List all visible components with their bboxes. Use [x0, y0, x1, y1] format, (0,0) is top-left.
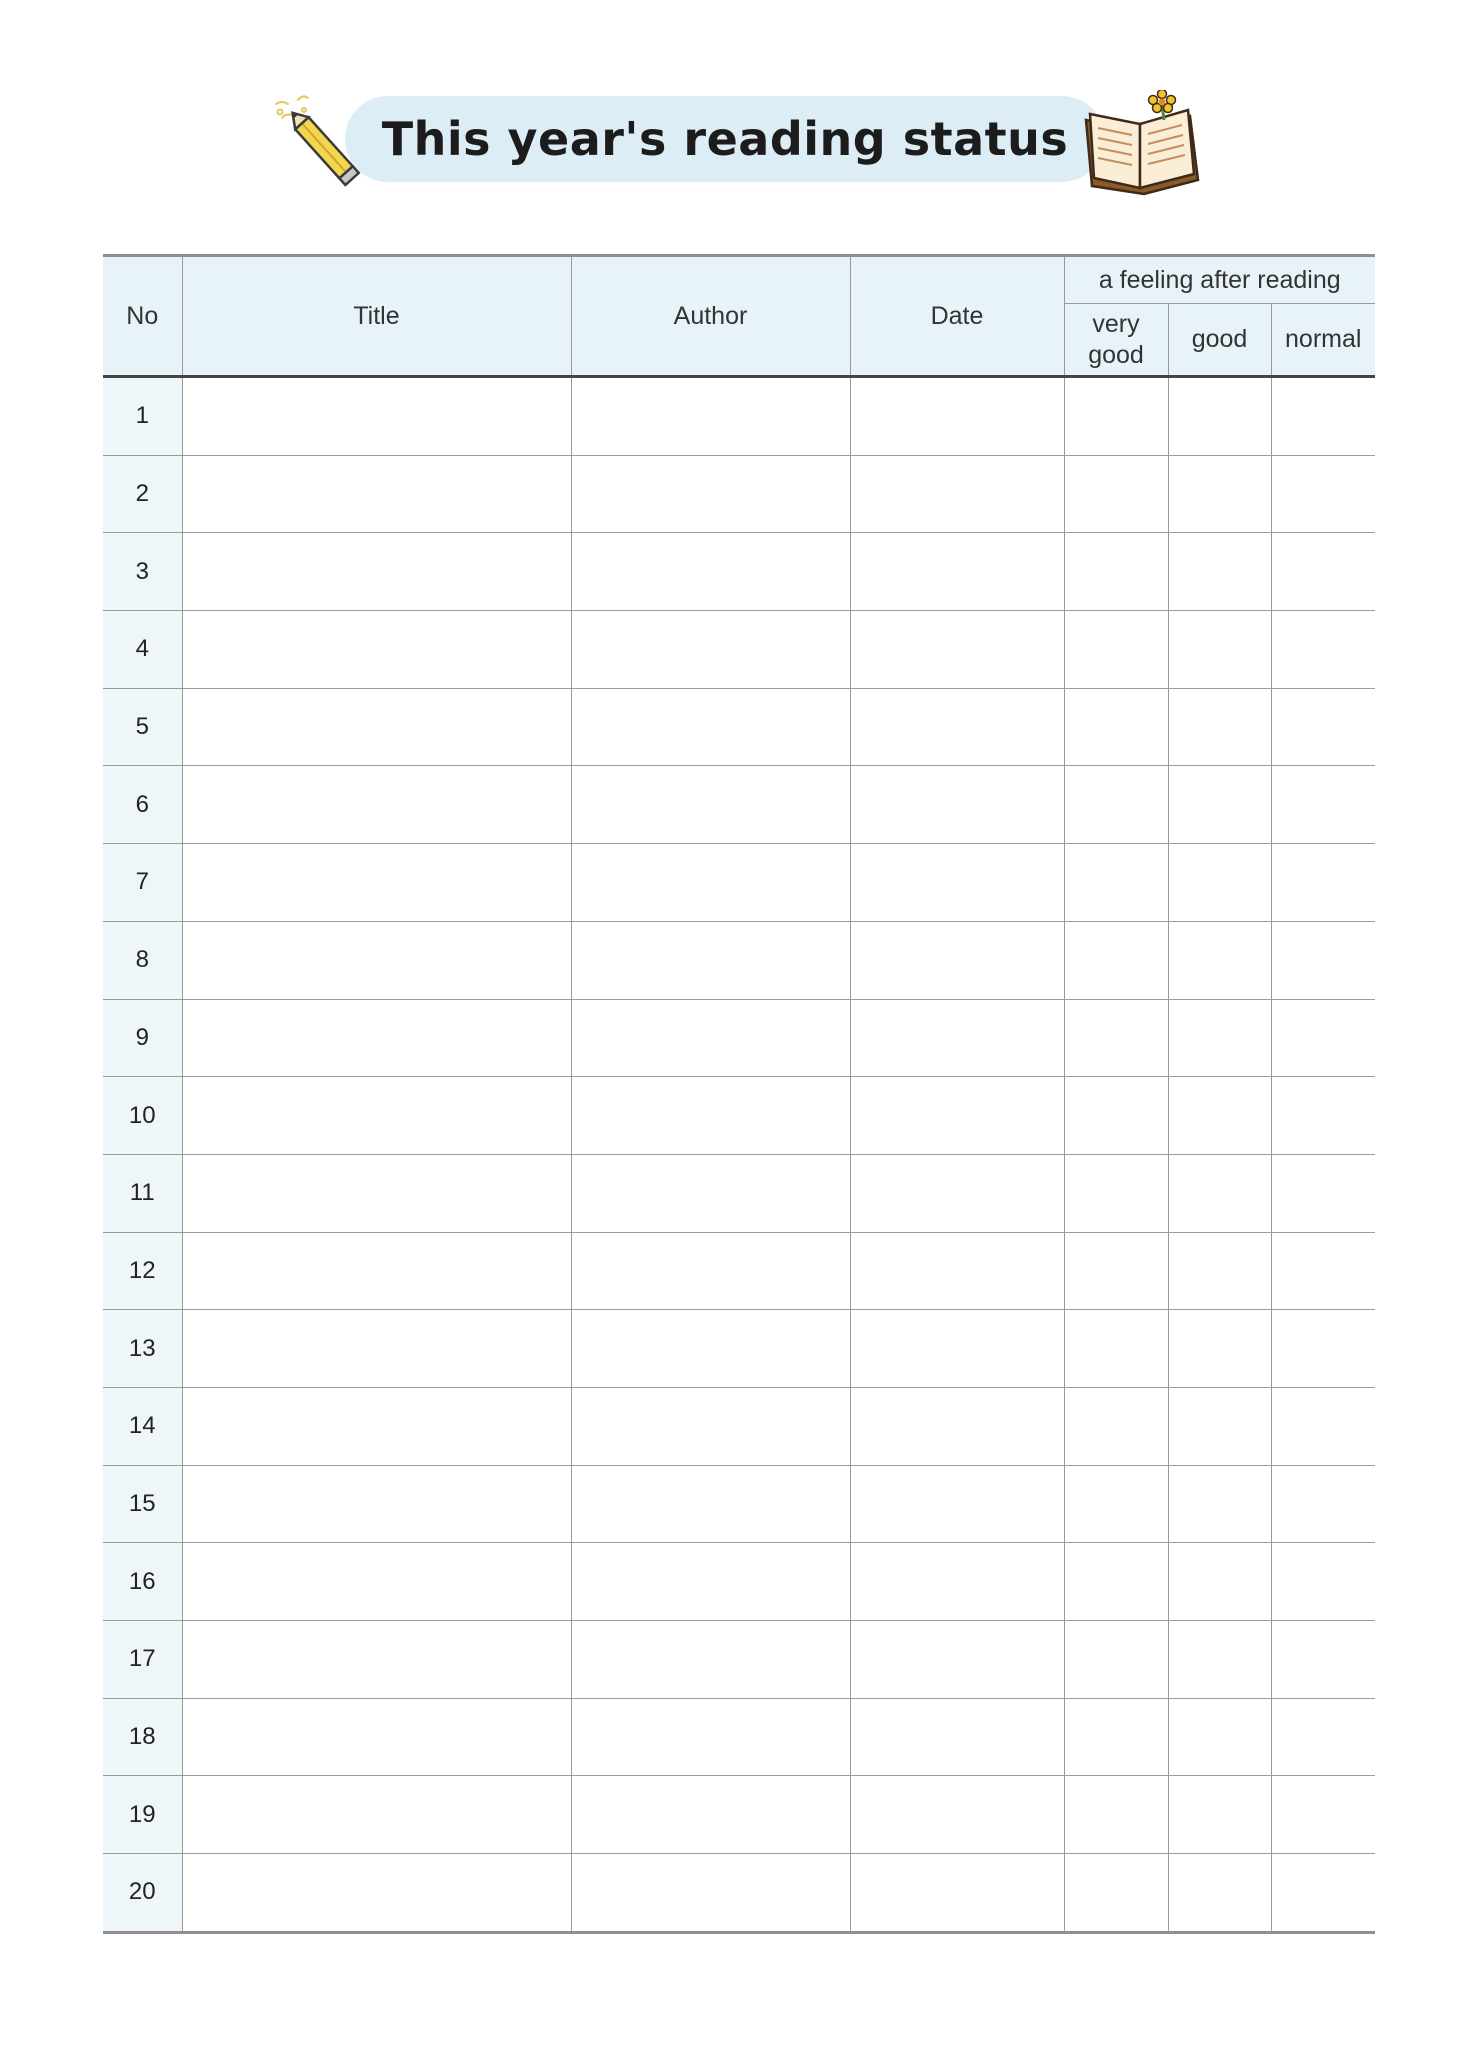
- row-number: 20: [103, 1854, 182, 1933]
- normal-cell[interactable]: [1271, 1154, 1375, 1232]
- table-row: [103, 377, 1375, 456]
- table-row: [103, 688, 1375, 766]
- author-cell[interactable]: [571, 1854, 850, 1933]
- date-cell[interactable]: [850, 377, 1064, 456]
- date-cell[interactable]: [850, 999, 1064, 1077]
- normal-cell[interactable]: [1271, 688, 1375, 766]
- good-cell[interactable]: [1168, 377, 1271, 456]
- normal-cell[interactable]: [1271, 533, 1375, 611]
- author-cell[interactable]: [571, 844, 850, 922]
- row-number: 19: [103, 1776, 182, 1854]
- title-cell[interactable]: [182, 1077, 571, 1155]
- normal-cell[interactable]: [1271, 1465, 1375, 1543]
- column-header-very-good: [1064, 304, 1168, 377]
- column-group-feeling: a feeling after reading: [1064, 256, 1375, 304]
- very-good-cell[interactable]: [1064, 1854, 1168, 1933]
- row-number: 3: [103, 533, 182, 611]
- very-good-cell[interactable]: [1064, 533, 1168, 611]
- date-cell[interactable]: [850, 1154, 1064, 1232]
- date-cell[interactable]: [850, 1854, 1064, 1933]
- row-number: 2: [103, 455, 182, 533]
- very-good-cell[interactable]: [1064, 999, 1168, 1077]
- normal-cell[interactable]: [1271, 1854, 1375, 1933]
- author-cell[interactable]: [571, 688, 850, 766]
- title-cell[interactable]: [182, 1698, 571, 1776]
- table-row: [103, 1465, 1375, 1543]
- title-cell[interactable]: [182, 766, 571, 844]
- very-good-cell[interactable]: [1064, 1077, 1168, 1155]
- page-title: This year's reading status: [381, 112, 1069, 166]
- good-cell[interactable]: [1168, 1776, 1271, 1854]
- row-number: 15: [103, 1465, 182, 1543]
- date-cell[interactable]: [850, 1387, 1064, 1465]
- very-good-cell[interactable]: [1064, 844, 1168, 922]
- good-cell[interactable]: [1168, 1077, 1271, 1155]
- title-cell[interactable]: [182, 1543, 571, 1621]
- title-cell[interactable]: [182, 1154, 571, 1232]
- author-cell[interactable]: [571, 999, 850, 1077]
- row-number: 14: [103, 1387, 182, 1465]
- table-row: [103, 921, 1375, 999]
- normal-cell[interactable]: [1271, 1232, 1375, 1310]
- good-cell[interactable]: [1168, 999, 1271, 1077]
- row-number: 10: [103, 1077, 182, 1155]
- row-number: 8: [103, 921, 182, 999]
- author-cell[interactable]: [571, 1310, 850, 1388]
- reading-log-table: [103, 254, 1375, 1934]
- table-row: [103, 1232, 1375, 1310]
- very-good-cell[interactable]: [1064, 688, 1168, 766]
- good-cell[interactable]: [1168, 1465, 1271, 1543]
- table-row: [103, 611, 1375, 689]
- row-number: 9: [103, 999, 182, 1077]
- open-book-with-flower-icon: [1078, 90, 1208, 202]
- very-good-cell[interactable]: [1064, 1543, 1168, 1621]
- very-good-line1: very: [1092, 309, 1140, 338]
- table-row: [103, 1310, 1375, 1388]
- table-row: [103, 1543, 1375, 1621]
- very-good-cell[interactable]: [1064, 766, 1168, 844]
- author-cell[interactable]: [571, 1154, 850, 1232]
- normal-cell[interactable]: [1271, 1621, 1375, 1699]
- good-cell[interactable]: [1168, 844, 1271, 922]
- row-number: 11: [103, 1154, 182, 1232]
- date-cell[interactable]: [850, 611, 1064, 689]
- author-cell[interactable]: [571, 1776, 850, 1854]
- date-cell[interactable]: [850, 1543, 1064, 1621]
- normal-cell[interactable]: [1271, 844, 1375, 922]
- good-cell[interactable]: [1168, 1154, 1271, 1232]
- very-good-cell[interactable]: [1064, 1621, 1168, 1699]
- row-number: 1: [103, 377, 182, 456]
- date-cell[interactable]: [850, 1465, 1064, 1543]
- normal-cell[interactable]: [1271, 921, 1375, 999]
- normal-cell[interactable]: [1271, 999, 1375, 1077]
- table-row: [103, 455, 1375, 533]
- table-row: [103, 1621, 1375, 1699]
- normal-cell[interactable]: [1271, 1387, 1375, 1465]
- good-cell[interactable]: [1168, 766, 1271, 844]
- very-good-cell[interactable]: [1064, 1232, 1168, 1310]
- date-cell[interactable]: [850, 1232, 1064, 1310]
- very-good-cell[interactable]: [1064, 921, 1168, 999]
- title-cell[interactable]: [182, 1776, 571, 1854]
- date-cell[interactable]: [850, 1077, 1064, 1155]
- author-cell[interactable]: [571, 533, 850, 611]
- author-cell[interactable]: [571, 1077, 850, 1155]
- row-number: 7: [103, 844, 182, 922]
- row-number: 12: [103, 1232, 182, 1310]
- good-cell[interactable]: [1168, 1310, 1271, 1388]
- column-header-normal: normal: [1271, 304, 1375, 377]
- date-cell[interactable]: [850, 533, 1064, 611]
- very-good-cell[interactable]: [1064, 1310, 1168, 1388]
- row-number: 4: [103, 611, 182, 689]
- row-number: 6: [103, 766, 182, 844]
- title-cell[interactable]: [182, 1465, 571, 1543]
- very-good-cell[interactable]: [1064, 1698, 1168, 1776]
- date-cell[interactable]: [850, 455, 1064, 533]
- good-cell[interactable]: [1168, 1854, 1271, 1933]
- title-cell[interactable]: [182, 1621, 571, 1699]
- author-cell[interactable]: [571, 921, 850, 999]
- author-cell[interactable]: [571, 611, 850, 689]
- date-cell[interactable]: [850, 688, 1064, 766]
- normal-cell[interactable]: [1271, 611, 1375, 689]
- author-cell[interactable]: [571, 1387, 850, 1465]
- column-header-title: Title: [182, 256, 571, 377]
- date-cell[interactable]: [850, 1776, 1064, 1854]
- good-cell[interactable]: [1168, 1232, 1271, 1310]
- title-cell[interactable]: [182, 688, 571, 766]
- table-row: [103, 533, 1375, 611]
- normal-cell[interactable]: [1271, 377, 1375, 456]
- date-cell[interactable]: [850, 1310, 1064, 1388]
- title-cell[interactable]: [182, 1854, 571, 1933]
- very-good-cell[interactable]: [1064, 1465, 1168, 1543]
- row-number: 16: [103, 1543, 182, 1621]
- title-cell[interactable]: [182, 611, 571, 689]
- row-number: 13: [103, 1310, 182, 1388]
- good-cell[interactable]: [1168, 1698, 1271, 1776]
- column-header-no: No: [103, 256, 182, 377]
- date-cell[interactable]: [850, 921, 1064, 999]
- normal-cell[interactable]: [1271, 1543, 1375, 1621]
- title-cell[interactable]: [182, 455, 571, 533]
- normal-cell[interactable]: [1271, 1698, 1375, 1776]
- row-number: 18: [103, 1698, 182, 1776]
- very-good-cell[interactable]: [1064, 1154, 1168, 1232]
- column-header-date: Date: [850, 256, 1064, 377]
- date-cell[interactable]: [850, 1621, 1064, 1699]
- good-cell[interactable]: [1168, 611, 1271, 689]
- good-cell[interactable]: [1168, 1387, 1271, 1465]
- author-cell[interactable]: [571, 455, 850, 533]
- date-cell[interactable]: [850, 1698, 1064, 1776]
- table-row: [103, 1698, 1375, 1776]
- title-cell[interactable]: [182, 1232, 571, 1310]
- table-row: [103, 1854, 1375, 1933]
- title-cell[interactable]: [182, 1387, 571, 1465]
- author-cell[interactable]: [571, 1232, 850, 1310]
- title-cell[interactable]: [182, 999, 571, 1077]
- date-cell[interactable]: [850, 844, 1064, 922]
- column-header-author: Author: [571, 256, 850, 377]
- author-cell[interactable]: [571, 1621, 850, 1699]
- table-row: [103, 1077, 1375, 1155]
- title-cell[interactable]: [182, 844, 571, 922]
- good-cell[interactable]: [1168, 921, 1271, 999]
- very-good-cell[interactable]: [1064, 1776, 1168, 1854]
- very-good-cell[interactable]: [1064, 611, 1168, 689]
- row-number: 17: [103, 1621, 182, 1699]
- row-number: 5: [103, 688, 182, 766]
- very-good-cell[interactable]: [1064, 455, 1168, 533]
- good-cell[interactable]: [1168, 455, 1271, 533]
- title-cell[interactable]: [182, 1310, 571, 1388]
- normal-cell[interactable]: [1271, 455, 1375, 533]
- normal-cell[interactable]: [1271, 1776, 1375, 1854]
- date-cell[interactable]: [850, 766, 1064, 844]
- good-cell[interactable]: [1168, 1543, 1271, 1621]
- column-header-good: good: [1168, 304, 1271, 377]
- author-cell[interactable]: [571, 1543, 850, 1621]
- good-cell[interactable]: [1168, 1621, 1271, 1699]
- table-row: [103, 844, 1375, 922]
- title-cell[interactable]: [182, 921, 571, 999]
- very-good-cell[interactable]: [1064, 1387, 1168, 1465]
- title-cell[interactable]: [182, 533, 571, 611]
- author-cell[interactable]: [571, 766, 850, 844]
- pencil-icon: [268, 92, 388, 192]
- very-good-cell[interactable]: [1064, 377, 1168, 456]
- very-good-line2: good: [1088, 340, 1144, 369]
- good-cell[interactable]: [1168, 533, 1271, 611]
- title-cell[interactable]: [182, 377, 571, 456]
- author-cell[interactable]: [571, 1465, 850, 1543]
- table-row: [103, 1776, 1375, 1854]
- table-row: [103, 1154, 1375, 1232]
- normal-cell[interactable]: [1271, 766, 1375, 844]
- table-row: [103, 766, 1375, 844]
- normal-cell[interactable]: [1271, 1310, 1375, 1388]
- normal-cell[interactable]: [1271, 1077, 1375, 1155]
- table-row: [103, 1387, 1375, 1465]
- table-row: [103, 999, 1375, 1077]
- good-cell[interactable]: [1168, 688, 1271, 766]
- author-cell[interactable]: [571, 377, 850, 456]
- author-cell[interactable]: [571, 1698, 850, 1776]
